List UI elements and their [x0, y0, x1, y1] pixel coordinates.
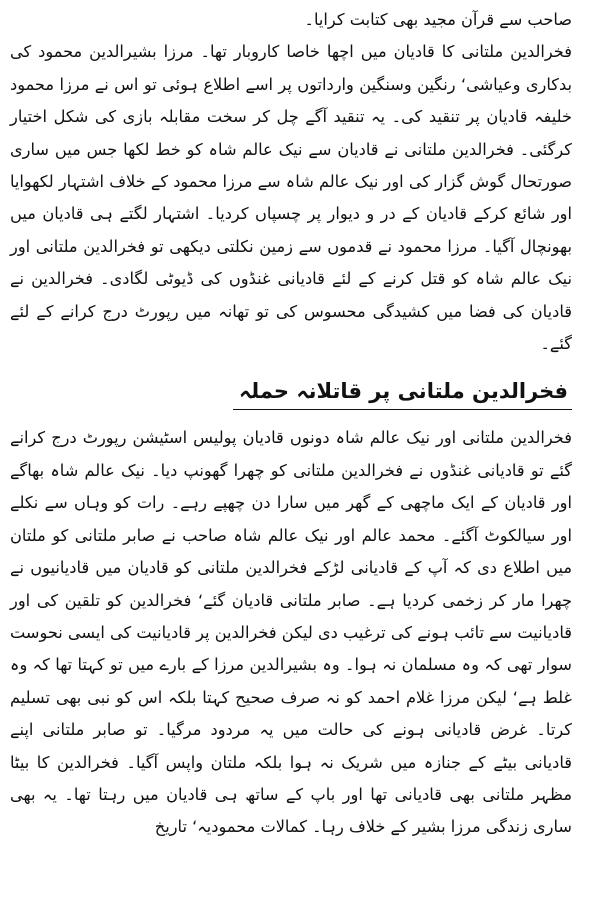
- section-heading-container: [10, 376, 572, 410]
- body-paragraph-1: فخرالدین ملتانی کا قادیان میں اچھا خاصا کاروبار تھا۔ مرزا بشیرالدین محمود کی بدکاری وعیاشی‘ رنگین وسنگین وارداتوں پر اسے اطلاع ہوئی تو اس نے مرزا محمود خلیفہ قادیان پر تنقید کی۔ یہ تنقید آگے چل کر سخت مقابلہ بازی کی شکل اختیار کرگئی۔ فخرالدین ملتانی نے قادیان سے نیک عالم شاہ کو خط لکھا جس میں ساری صورتحال گوش گزار کی اور نیک عالم شاہ سے مرزا محمود کے خلاف اشتہار لکھوایا اور شائع کرکے قادیان کے در و دیوار پر چسپاں کردیا۔ اشتہار لگتے ہی قادیان میں بھونچال آگیا۔ مرزا محمود نے قدموں سے زمین نکلتی دیکھی تو فخرالدین ملتانی اور نیک عالم شاہ کو قتل کرنے کے لئے قادیانی غنڈوں کی ڈیوٹی لگادی۔ فخرالدین نے قادیان کی فضا میں کشیدگی محسوس کی تو تھانہ میں رپورٹ درج کرانے کے لئے گئے۔: [10, 42, 572, 354]
- intro-line: صاحب سے قرآن مجید بھی کتابت کرایا۔: [304, 10, 572, 29]
- body-paragraph-2: فخرالدین ملتانی اور نیک عالم شاہ دونوں قادیان پولیس اسٹیشن رپورٹ درج کرانے گئے تو قادیانی غنڈوں نے فخرالدین ملتانی کو چھرا گھونپ دیا۔ نیک عالم شاہ بھاگے اور قادیان کے ایک ماچھی کے گھر میں سارا دن چھپے رہے۔ رات کو وہاں سے نکلے اور سیالکوٹ آگئے۔ محمد عالم اور نیک عالم شاہ صاحب نے صابر ملتانی کو ملتان میں اطلاع دی کہ آپ کے قادیانی لڑکے فخرالدین ملتانی کو قادیان میں قادیانیوں نے چھرا مار کر زخمی کردیا ہے۔ صابر ملتانی قادیان گئے‘ فخرالدین کو تلقین کی اور قادیانیت سے تائب ہونے کی ترغیب دی لیکن فخرالدین پر قادیانیت کی ایسی نحوست سوار تھی کہ وہ مسلمان نہ ہوا۔ وہ بشیرالدین مرزا کے بارے میں تو کہتا تھا کہ وہ غلط ہے‘ لیکن مرزا غلام احمد کو نہ صرف صحیح کہتا بلکہ اس کو نبی بھی تسلیم کرتا۔ غرض قادیانی ہونے کی حالت میں یہ مردود مرگیا۔ تو صابر ملتانی اپنے قادیانی بیٹے کے جنازہ میں شریک نہ ہوا بلکہ ملتان واپس آگیا۔ فخرالدین کا بیٹا مظہر ملتانی بھی قادیانی تھا اور باپ کے ساتھ ہی قادیان میں رہتا تھا۔ یہ بھی ساری زندگی مرزا بشیر کے خلاف رہا۔ کمالات محمودیہ‘ تاریخ: [10, 428, 572, 837]
- section-heading: فخرالدین ملتانی پر قاتلانہ حملہ: [233, 376, 572, 410]
